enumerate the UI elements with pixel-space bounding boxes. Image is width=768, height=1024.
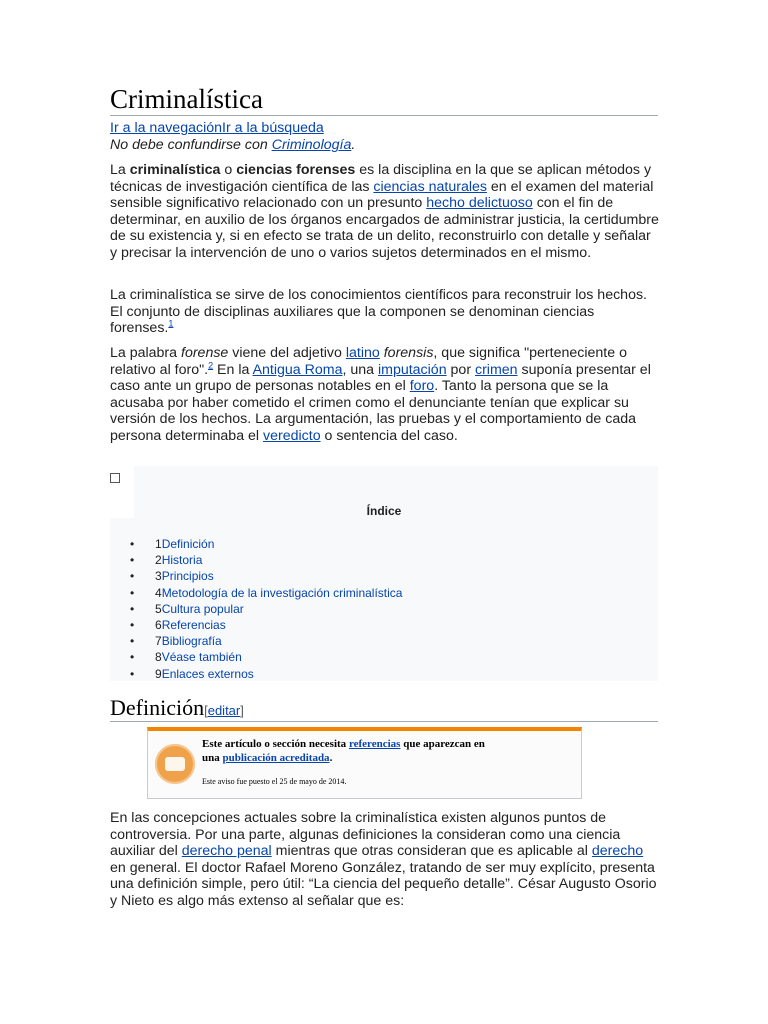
- toc-item[interactable]: [130, 568, 402, 584]
- veredicto-link[interactable]: veredicto: [263, 427, 321, 444]
- bullet-icon: •: [130, 634, 135, 649]
- bullet-icon: •: [130, 601, 135, 616]
- edit-section: [editar]: [204, 703, 244, 718]
- notice-date: Este aviso fue puesto el 25 de mayo de 2014.: [202, 777, 347, 786]
- publicacion-acreditada-link[interactable]: publicación acreditada: [222, 752, 330, 764]
- toc-item[interactable]: [130, 666, 402, 682]
- notice-message: Este artículo o sección necesita referencias que aparezcan en una publicación acreditada.: [202, 738, 485, 764]
- toc-item[interactable]: [130, 649, 402, 665]
- referencias-link[interactable]: referencias: [348, 738, 401, 750]
- toc-toggle-checkbox[interactable]: [110, 473, 120, 483]
- toc-item-link[interactable]: Véase también: [161, 650, 242, 665]
- bullet-icon: •: [130, 553, 135, 568]
- toc-item-link[interactable]: Referencias: [161, 617, 226, 632]
- title-rule: [110, 115, 658, 116]
- ciencias-naturales-link[interactable]: ciencias naturales: [373, 178, 487, 195]
- book-icon: [155, 744, 195, 784]
- toc-item-number: 7: [155, 634, 162, 649]
- skip-to-navigation-link[interactable]: Ir a la navegación: [110, 120, 222, 136]
- section-heading-definicion: Definición[editar]: [110, 695, 244, 720]
- bullet-icon: •: [130, 650, 135, 665]
- paragraph-definicion: En las concepciones actuales sobre la criminalística existen algunos puntos de controversia. Por una parte, algunas definiciones la consideran como una ciencia auxiliar del derecho penal mientras que otras consideran que es aplicable al derecho en general. El doctor Rafael Moreno González, tratando de ser muy explícito, presenta una definición simple, pero útil: “La ciencia del pequeño detalle”. César Augusto Osorio y Nieto es algo más extenso al señalar que es:: [110, 810, 657, 909]
- toc-item[interactable]: [130, 601, 402, 617]
- toc-item-link[interactable]: Cultura popular: [161, 601, 244, 616]
- toc-list: [130, 536, 402, 682]
- imputacion-link[interactable]: imputación: [377, 361, 447, 378]
- paragraph-etimologia: La palabra forense viene del adjetivo latino forensis, que significa "perteneciente o relativo al foro".$^2$ En la Antigua Roma, una imputación por crimen suponía presentar el caso ante un grupo de personas notables en el foro. Tanto la persona que se la acusaba por haber cometido el crimen como el denunciante tenían que explicar su versión de los hechos. La argumentación, las pruebas y el comportamiento de cada persona determinaba el veredicto o sentencia del caso.: [110, 345, 651, 444]
- bullet-icon: •: [130, 585, 135, 600]
- foro-link[interactable]: foro: [409, 378, 435, 395]
- bullet-icon: •: [130, 537, 135, 551]
- bullet-icon: •: [130, 569, 135, 584]
- edit-section-link[interactable]: editar: [207, 703, 241, 718]
- hatnote: No debe confundirse con Criminología.: [110, 137, 356, 153]
- reference-2-link[interactable]: 2: [208, 359, 214, 370]
- toc-item-number: 5: [155, 601, 162, 616]
- toc-item-number: 3: [155, 569, 162, 584]
- hecho-delictuoso-link[interactable]: hecho delictuoso: [426, 195, 533, 212]
- toc-item-number: 2: [155, 553, 162, 568]
- toc-title: Índice: [366, 504, 402, 518]
- toc-item-number: 8: [155, 650, 162, 665]
- toc-item[interactable]: [130, 585, 402, 601]
- paragraph-ciencias-forenses: La criminalística se sirve de los conocimientos científicos para reconstruir los hechos. El conjunto de disciplinas auxiliares que la componen se denominan ciencias forenses.$^1$: [110, 287, 647, 337]
- toc-item-number: 6: [155, 617, 162, 632]
- toc-item-link[interactable]: Enlaces externos: [161, 666, 254, 681]
- toc-item[interactable]: [130, 633, 402, 649]
- jump-links: [110, 120, 660, 137]
- antigua-roma-link[interactable]: Antigua Roma: [252, 361, 343, 378]
- bullet-icon: •: [130, 666, 135, 681]
- toc-item-link[interactable]: Metodología de la investigación criminalística: [161, 585, 403, 600]
- toc-item-number: 9: [155, 666, 162, 681]
- bullet-icon: •: [130, 617, 135, 632]
- derecho-penal-link[interactable]: derecho penal: [181, 843, 272, 860]
- crimen-link[interactable]: crimen: [474, 361, 518, 378]
- page-title: Criminalística: [110, 84, 263, 114]
- toc-item-link[interactable]: Bibliografía: [161, 634, 222, 649]
- derecho-link[interactable]: derecho: [591, 843, 644, 860]
- toc-item[interactable]: [130, 536, 402, 552]
- paragraph-intro: La criminalística o ciencias forenses es la disciplina en la que se aplican métodos y técnicas de investigación científica de las ciencias naturales en el examen del material sensible significativo relacionado con un presunto hecho delictuoso con el fin de determinar, en auxilio de los órganos encargados de administrar justicia, la certidumbre de su existencia y, si en efecto se trata de un delito, reconstruirlo con detalle y señalar y precisar la intervención de uno o varios sujetos determinados en el mismo.: [110, 162, 659, 261]
- toc-item-link[interactable]: Historia: [161, 553, 203, 568]
- skip-to-search-link[interactable]: Ir a la búsqueda: [222, 120, 324, 136]
- toc-item-number: 4: [155, 585, 162, 600]
- latino-link[interactable]: latino: [345, 345, 380, 361]
- references-notice-box: [147, 727, 582, 799]
- toc-item-number: 1: [155, 537, 162, 551]
- criminologia-link[interactable]: Criminología: [271, 137, 352, 153]
- reference-1-link[interactable]: 1: [168, 318, 174, 329]
- toc-item[interactable]: [130, 552, 402, 568]
- toc-item-link[interactable]: Definición: [161, 537, 215, 551]
- toc-item-link[interactable]: Principios: [161, 569, 214, 584]
- toc-item[interactable]: [130, 617, 402, 633]
- section-rule: [110, 721, 658, 722]
